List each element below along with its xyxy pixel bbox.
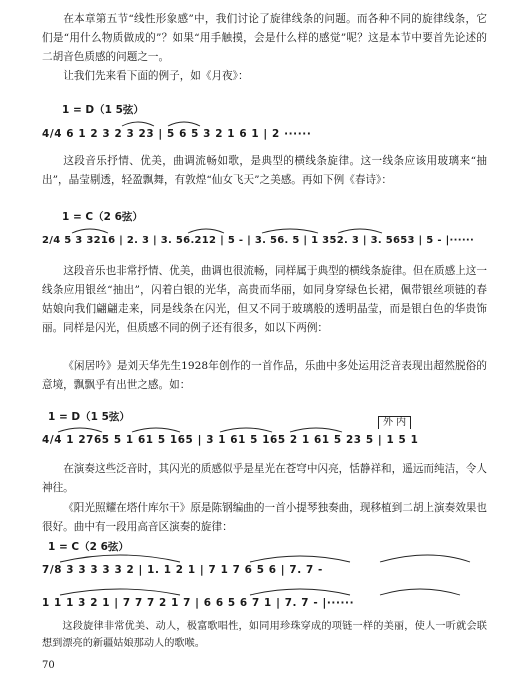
example1-notation: 4/4 6 1 2 3 2 3 23 | 5 6 5 3 2 1 6 1 | 2 ······ [42,128,312,140]
slur-arc [380,555,470,562]
paragraph-yangguang-intro: 《阳光照耀在塔什库尔干》原是陈钢编曲的一首小提琴独奏曲，现移植到二胡上演奏效果也很好。曲中有一段用高音区演奏的旋律： [42,502,487,533]
paragraph-melody-description: 这段旋律非常优美、动人，极富歌唱性，如同用珍珠穿成的项链一样的美丽，使人一听就会联想到漂亮的新疆姑娘那动人的歌喉。 [42,621,487,649]
slur-arc [338,229,382,233]
slur-arc [122,122,154,126]
paragraph-intro: 在本章第五节“线性形象感”中，我们讨论了旋律线条的问题。而各种不同的旋律线条，它们是“用什么物质做成的”？如果“用手触摸，会是什么样的感觉”呢？这是本节中要首先论述的二胡音色质感的问题之一。 [42,13,487,63]
example2-notation: 2/4 5 3 3216 | 2. 3 | 3. 56.212 | 5 - | 3. 56. 5 | 1 352. 3 | 3. 5653 | 5 - |······ [42,235,475,246]
slur-arc [262,229,318,233]
page-number: 70 [42,660,55,671]
slur-arc [132,428,180,432]
slur-arc [60,555,180,562]
slur-arc [220,428,272,432]
paragraph-xianjuyin-intro: 《闲居吟》是刘天华先生1928年创作的一首作品，乐曲中多处运用泛音表现出超然脱俗的意境，飘飘乎有出世之感。如： [42,360,487,391]
example2-key: 1 = C（2 6弦） [62,211,143,223]
example1-key: 1 = D（1 5弦） [62,104,144,116]
slur-arc [188,229,224,233]
slur-arc [60,589,180,595]
paragraph-example-intro: 让我们先来看下面的例子，如《月夜》： [63,70,249,82]
slur-arc [250,556,350,562]
slur-arc [168,122,200,126]
slur-arc [380,589,460,595]
example3-notation: 4/4 1 2765 5 1 61 5 165 | 3 1 61 5 165 2 1 61 5 23 5 | 1 5 1 [42,434,419,446]
slur-arc [250,589,350,595]
example3-key: 1 = D（1 5弦） [48,411,130,423]
harmonic-bracket-label: 外 内 [378,416,411,429]
paragraph-chunshi-description: 这段音乐也非常抒情、优美，曲调也很流畅，同样属于典型的横线条旋律。但在质感上这一线条应用银丝“抽出”，闪着白银的光华，高贵而华丽，如同身穿绿色长裙，佩带银丝项链的春姑娘向我们翩翩走来，同是线条在闪光，但又不同于玻璃般的透明晶莹，而是银白色的华贵饰丽。同样是闪光，但质感不同的例子还有很多，如以下两例： [42,265,487,334]
slur-arc [290,428,342,432]
example4-notation-line1: 7/8 3 3 3 3 3 2 | 1. 1 2 1 | 7 1 7 6 5 6 | 7. 7 - [42,564,323,576]
example4-notation-line2: 1 1 1 3 2 1 | 7 7 7 2 1 7 | 6 6 5 6 7 1 | 7. 7 - |······ [42,597,355,609]
slur-arc [58,428,102,432]
paragraph-yueye-description: 这段音乐抒情、优美，曲调流畅如歌，是典型的横线条旋律。这一线条应该用玻璃来“抽出”，晶莹剔透，轻盈飘舞，有敦煌“仙女飞天”之美感。再如下例《春诗》： [42,155,487,186]
slur-arc [72,229,108,233]
paragraph-harmonics-description: 在演奏这些泛音时，其闪光的质感似乎是星光在苍穹中闪亮，恬静祥和，遥远而纯洁，令人神往。 [42,463,487,494]
example4-key: 1 = C（2 6弦） [48,541,129,553]
